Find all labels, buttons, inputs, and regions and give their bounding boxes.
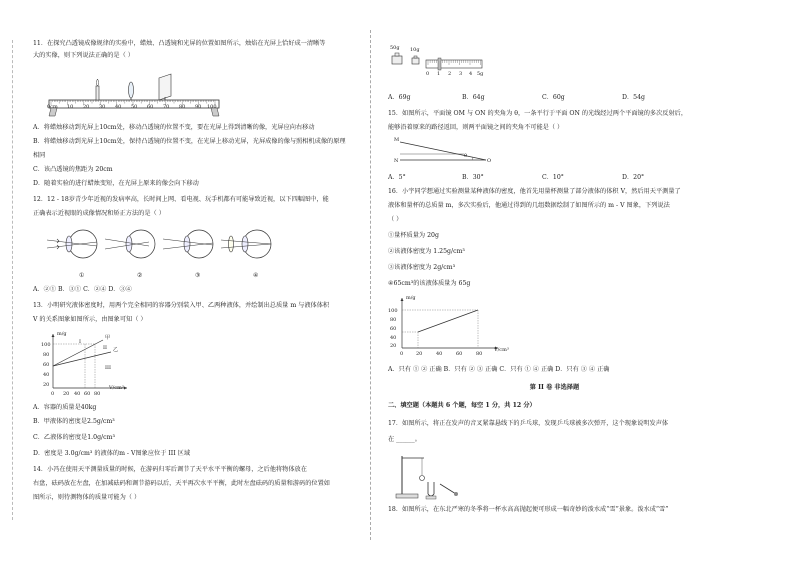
weights-labels (388, 44, 488, 80)
eye-figure-2 (105, 230, 155, 258)
ruler-label: 10 (67, 104, 74, 110)
x-tick: 60 (84, 391, 91, 397)
q15-option-a: A．5° (388, 174, 406, 181)
weight-50g-label: 50g (390, 45, 400, 51)
q13-stem-line1: 13．小明研究液体密度时，用两个完全相同的容器分别装入甲、乙两种液体，并绘制出总质量 m 与液体体积 (33, 302, 330, 309)
q15-option-c: C．10° (542, 174, 564, 181)
scale-label: 3 (459, 71, 463, 77)
q16-statement-3: ③该液体密度为 2g/cm³ (388, 264, 456, 271)
q11-stem-line1: 11．在探究凸透镜成像规律的实验中，蜡烛、凸透镜和光屏的位置如图所示，烛焰在光屏上恰好成一清晰等 (33, 40, 326, 47)
q14-stem-line1: 14．小冯在使用天平测量质量的时候，在游码归零后调节了天平水平平衡的螺母，之后他将物体放在 (33, 466, 307, 473)
y-tick: 60 (43, 362, 50, 368)
y-tick: 20 (43, 382, 50, 388)
q16-statement-4: ④65cm³的该液体质量为 65g (388, 280, 471, 287)
q11-option-b-cont: 相同 (33, 152, 46, 159)
q14-option-b: B．64g (462, 94, 485, 101)
q17-stem-line1: 17．如图所示，将正在发声的音叉紧靠悬线下的乒乓球，发现乒乓球被多次弹开，这个现象说明发声体 (388, 420, 669, 427)
q16-stem-line3: （ ） (388, 216, 403, 223)
q15-option-d: D．20° (622, 174, 645, 181)
x-tick: 40 (74, 391, 81, 397)
ruler-label: 100 (207, 104, 217, 110)
ruler-label-row (47, 103, 227, 110)
q12-options: A．②① B．③① C．②④ D．③④ (33, 286, 132, 293)
q15-option-b: B．30° (462, 174, 484, 181)
series-yi-label: 乙 (113, 347, 119, 353)
x-tick: 0 (400, 351, 404, 357)
scale-label: 4 (469, 71, 473, 77)
q13-option-a: A．容器的质量是40kg (33, 404, 97, 411)
y-tick: 100 (41, 342, 51, 348)
y-axis-label: m/g (406, 295, 416, 301)
eye-labels (47, 272, 287, 280)
y-axis-label: m/g (57, 331, 67, 337)
ruler-label: 70 (163, 104, 170, 110)
q14-stem-line2: 右盘，砝码放在左盘，在加减砝码和调节游码以后，天平再次水平平衡，此时左盘砝码的质量和游码的位置如 (33, 480, 330, 487)
region-3-label: III (105, 365, 111, 371)
q13-option-d: D．密度是 3.0g/cm³ 的液体的m - V图象应位于 III 区域 (33, 450, 191, 457)
eye-label: ③ (195, 272, 201, 279)
q13-option-b: B．甲液体的密度是2.5g/cm³ (33, 418, 115, 425)
fill-blank-title: 二、填空题（本题共 6 个题，每空 1 分，共 12 分） (388, 402, 536, 409)
scale-label: 5g (477, 71, 484, 77)
x-tick: 20 (416, 351, 423, 357)
q13-graph-labels (41, 330, 131, 396)
q16-graph-labels (388, 294, 512, 356)
q16-statement-1: ①量杯质量为 20g (388, 232, 439, 239)
ruler-label: 60 (147, 104, 154, 110)
q15-stem-line1: 15．如图所示，平面镜 OM 与 ON 的夹角为 θ，一条平行于平面 ON 的光线经过两个平面镜的多次反射后， (388, 110, 688, 117)
x-axis-label: V/cm³ (109, 385, 124, 391)
x-axis-label: V/cm³ (494, 347, 509, 353)
q11-option-d: D．随着实验的进行蜡烛变短，在光屏上原来的像会向下移动 (33, 180, 199, 187)
eye-label: ① (79, 272, 85, 279)
left-column (33, 0, 378, 562)
y-tick: 20 (390, 343, 397, 349)
label-o: O (487, 158, 492, 164)
q14-option-a: A．69g (388, 94, 411, 101)
label-m: M (394, 137, 400, 143)
x-tick: 60 (456, 351, 463, 357)
q11-option-c: C．该凸透镜的焦距为 20cm (33, 166, 113, 173)
x-tick: 40 (436, 351, 443, 357)
q12-stem-line2: 正确表示近视眼的成像情况和矫正方法的是（ ） (33, 210, 165, 217)
ruler-label: 20 (83, 104, 90, 110)
section-2-title: 第 II 卷 非选择题 (529, 384, 580, 391)
q18-stem-line1: 18．如图所示，在东北严寒的冬季将一杯水高高抛起便可形成一幅奇妙的泼水成“雪”景象。泼水成“雪” (388, 506, 669, 513)
binding-line (12, 40, 13, 520)
q16-statement-2: ②该液体密度为 1.25g/cm³ (388, 248, 465, 255)
scale-label: 0 (426, 71, 430, 77)
q16-options: A．只有 ① ② 正确 B．只有 ② ③ 正确 C．只有 ① ④ 正确 D．只有 ③ ④ 正确 (388, 366, 610, 373)
y-tick: 40 (43, 372, 50, 378)
y-tick: 80 (390, 317, 397, 323)
ruler-label: 30 (99, 104, 106, 110)
ruler-label: 40 (115, 104, 122, 110)
scale-label: 1 (437, 71, 441, 77)
q17-stem-line2: 在 ______。 (388, 436, 421, 443)
q11-option-a: A．将蜡烛移动到光屏上10cm处，移动凸透镜的位置不变，要在光屏上得到清晰的像，光屏应向右移动 (33, 124, 315, 131)
eye-label: ② (137, 272, 143, 279)
q16-stem-line1: 16．小宇同学想通过实验测量某种液体的密度，他首先用量杯测量了部分液体的体积 V，然后用天平测量了 (388, 188, 681, 195)
eye-label: ④ (253, 272, 259, 279)
y-tick: 100 (388, 308, 398, 314)
q14-stem-line3: 图所示，则待测物体的质量可能为（ ） (33, 494, 141, 501)
q13-option-c: C．乙液体的密度是1.0g/cm³ (33, 434, 115, 441)
ruler-label: 0cm (47, 104, 58, 110)
y-tick: 80 (43, 352, 50, 358)
eye-figure-4 (221, 230, 271, 258)
tuning-fork-figure (390, 450, 470, 500)
q11-stem-line2: 大的实像，则下列说法正确的是（ ） (33, 52, 134, 59)
q13-stem-line2: V 的关系图象如图所示，由图象可知（ ） (33, 316, 147, 323)
x-tick: 20 (63, 391, 70, 397)
ruler-label: 80 (179, 104, 186, 110)
region-2-label: II (103, 345, 107, 351)
x-tick: 0 (51, 391, 55, 397)
x-tick: 80 (476, 351, 483, 357)
q12-stem-line1: 12．12 - 18岁青少年近视的发病率高，长时间上网、看电视、玩手机都有可能导致近视，以下四幅图中，能 (33, 196, 329, 203)
label-theta: θ (464, 153, 468, 159)
y-tick: 60 (390, 326, 397, 332)
q14-option-d: D．54g (622, 94, 645, 101)
q15-stem-line2: 能够沿着原来的路径返回，则两平面镜之间的夹角不可能是（ ） (388, 124, 564, 131)
q11-option-b: B．将蜡烛移动到光屏上10cm处，保持凸透镜的位置不变，在光屏上移动光屏，光屏成像的像与照相机成像的原理 (33, 138, 346, 145)
x-tick: 80 (94, 391, 101, 397)
y-tick: 40 (390, 335, 397, 341)
ruler-label: 90 (195, 104, 202, 110)
right-column (382, 0, 727, 562)
eye-diagrams (47, 224, 287, 270)
ruler-label: 50 (131, 104, 138, 110)
label-n: N (394, 158, 399, 164)
weight-10g-label: 10g (410, 47, 420, 53)
mirror-labels (394, 136, 494, 168)
series-jia-label: 甲 (105, 335, 111, 341)
q16-stem-line2: 液体和量杯的总质量 m，多次实验后，他通过得到的几组数据绘制了如图所示的 m - V 图象，下列说法 (388, 202, 670, 209)
scale-label: 2 (448, 71, 452, 77)
eye-figure-3 (163, 230, 213, 258)
region-1-label: I (79, 339, 81, 345)
q14-option-c: C．60g (542, 94, 565, 101)
eye-figure-1 (47, 230, 97, 258)
